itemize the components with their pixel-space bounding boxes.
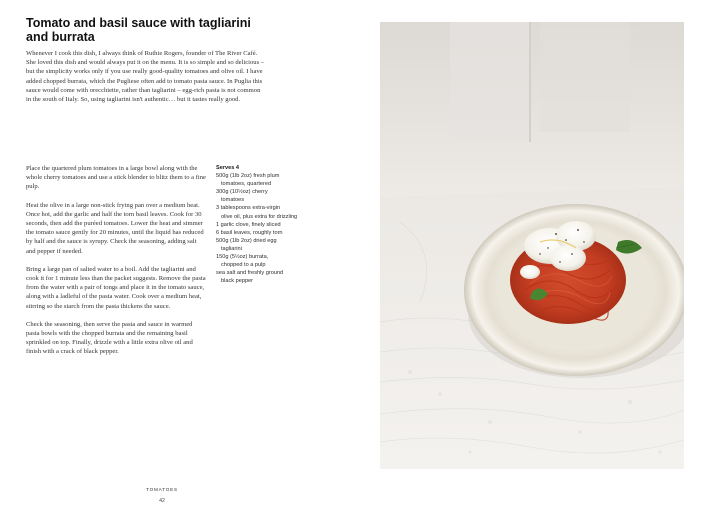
ingredient-line-cont: tomatoes, quartered (221, 181, 272, 188)
ingredient-item (216, 269, 328, 285)
ingredient-line-cont: black pepper (221, 278, 254, 285)
ingredient-line: 3 tablespoons extra-virgin (216, 205, 281, 212)
ingredient-item (216, 237, 328, 253)
ingredient-line: sea salt and freshly ground (216, 270, 284, 277)
dish-photo (380, 22, 684, 469)
recipe-intro: Whenever I cook this dish, I always think of Ruthie Rogers, founder of The River Café. She loved this dish and would always put it on the menu. It is so simple and so delicious – but the simplicity works only if you use really good-quality tomatoes and olive oil. I have added chopped burrata, which the Pugliese often add to tomato pasta sauce. In Puglia this sauce would come with orecchiette, rather than tagliarini – egg-rich pasta is not common in the south of Italy. So, using tagliarini isn't authentic… but it tastes really good. (26, 50, 265, 104)
ingredient-item (216, 188, 328, 204)
ingredient-line: 1 garlic clove, finely sliced (216, 221, 281, 228)
recipe-title: Tomato and basil sauce with tagliarini and burrata (26, 16, 251, 44)
ingredient-item (216, 229, 328, 237)
ingredient-item (216, 204, 328, 220)
ingredient-line-cont: tomatoes (221, 197, 245, 204)
ingredient-line-cont: tagliarini (221, 245, 242, 252)
dish-photo-image (380, 22, 684, 469)
method-step: Check the seasoning, then serve the pasta and sauce in warmed pasta bowls with the chopped burrata and the remaining basil sprinkled on top. Finally, drizzle with a little extra olive oil and finish with a crack of black pepper. (26, 320, 193, 356)
ingredient-item (216, 253, 328, 269)
footer-section-label: TOMATOES (146, 487, 178, 492)
ingredient-item (216, 172, 328, 188)
ingredient-line: 300g (10½oz) cherry (216, 189, 268, 196)
method-step: Heat the olive in a large non-stick frying pan over a medium heat. Once hot, add the garlic and half the torn basil leaves. Cook for 30 seconds, then add the puréed tomatoes. Lower the heat and simmer the tomato sauce gently for 20 minutes, until the liquid has reduced by half and the sauce is syrupy. Check the seasoning, adding salt and pepper if needed. (26, 201, 204, 255)
ingredient-item (216, 221, 328, 229)
ingredient-line: 500g (1lb 2oz) fresh plum (216, 173, 280, 180)
recipe-method (26, 164, 207, 366)
ingredient-line: 150g (5½oz) burrata, (216, 254, 269, 261)
method-step: Bring a large pan of salted water to a boil. Add the tagliarini and cook it for 1 minute less than the packet suggests. Remove the pasta from the water with a pair of tongs and place it in the tomato sauce, along with a ladleful of the pasta water. Cook over a medium heat, stirring so the starch from the pasta thickens the sauce. (26, 265, 206, 310)
method-step: Place the quartered plum tomatoes in a large bowl along with the whole cherry tomatoes and use a stick blender to blitz them to a fine pulp. (26, 165, 206, 191)
serves-label: Serves 4 (216, 165, 240, 171)
ingredient-line-cont: olive oil, plus extra for drizzling (221, 213, 298, 220)
ingredient-line: 500g (1lb 2oz) dried egg (216, 237, 277, 244)
ingredient-line: 6 basil leaves, roughly torn (216, 229, 283, 236)
ingredients-list (216, 164, 328, 285)
page-number: 42 (159, 498, 165, 504)
ingredient-line-cont: chopped to a pulp (221, 262, 266, 269)
